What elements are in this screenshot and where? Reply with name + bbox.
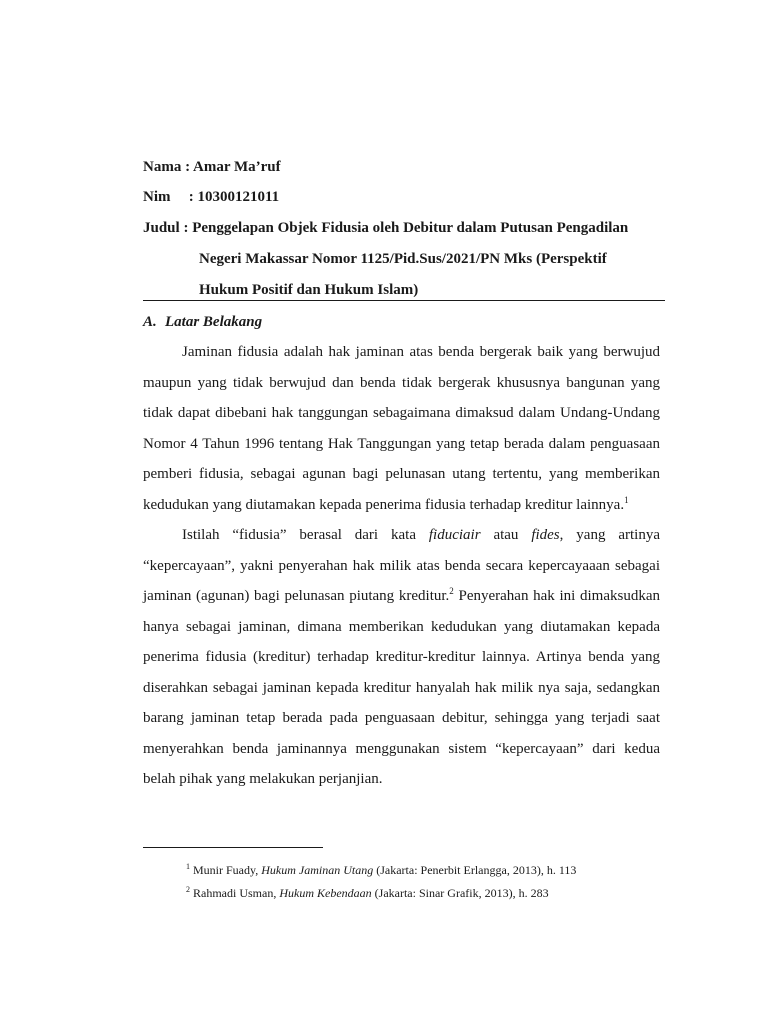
paragraph-2-part-3: , yang artinya “kepercayaan”, yakni penyerahan hak milik atas benda secara kepercayaaan sebagai jaminan (agunan) bagi pelunasan piutang kreditur.	[143, 527, 660, 604]
nim-line	[143, 187, 279, 207]
footnote-2-rest: (Jakarta: Sinar Grafik, 2013), h. 283	[371, 886, 549, 900]
nama-separator: :	[181, 159, 193, 175]
paragraph-2-part-4: Penyerahan hak ini dimaksudkan hanya sebagai jaminan, dimana memberikan kedudukan yang diutamakan kepada penerima fidusia (kreditur) terhadap kreditur-kreditur lainnya. Artinya benda yang diserahkan sebagai jaminan kepada kreditur hanyalah hak milik nya saja, sedangkan barang jaminan tetap berada pada penguasaan debitur, sehingga yang terjadi saat menyerahkan benda jaminannya menggunakan sistem “kepercayaan” dari kedua belah pihak yang melakukan perjanjian.	[143, 588, 660, 787]
paragraph-2	[143, 520, 660, 795]
footnote-2-author: Rahmadi Usman,	[193, 886, 280, 900]
footnote-2-number: 2	[186, 885, 190, 894]
footnote-1-rest: (Jakarta: Penerbit Erlangga, 2013), h. 113	[373, 863, 577, 877]
body-text	[143, 337, 660, 795]
judul-line	[143, 218, 628, 238]
nim-label: Nim	[143, 189, 171, 205]
nama-label: Nama	[143, 159, 182, 175]
section-title: Latar Belakang	[165, 314, 263, 330]
judul-label: Judul	[143, 220, 180, 236]
section-heading	[143, 312, 262, 332]
judul-line-2: Negeri Makassar Nomor 1125/Pid.Sus/2021/PN Mks (Perspektif	[199, 251, 607, 267]
judul-line-3: Hukum Positif dan Hukum Islam)	[199, 282, 419, 298]
section-number: A.	[143, 314, 157, 330]
nim-separator: :	[185, 189, 198, 205]
footnote-1	[186, 862, 576, 878]
paragraph-1	[143, 337, 660, 520]
footnote-divider	[143, 847, 323, 848]
paragraph-2-italic-2: fides	[531, 527, 560, 543]
judul-separator: :	[179, 220, 193, 236]
nama-line	[143, 157, 281, 177]
footnote-ref-2: 2	[449, 586, 454, 596]
nama-value: Amar Ma’ruf	[193, 159, 281, 175]
nim-value: 10300121011	[197, 189, 280, 205]
paragraph-1-text: Jaminan fidusia adalah hak jaminan atas benda bergerak baik yang berwujud maupun yang tidak berwujud dan benda tidak bergerak khususnya bangunan yang tidak dapat dibebani hak tanggungan sebagaimana dimaksud dalam Undang-Undang Nomor 4 Tahun 1996 tentang Hak Tanggungan yang tetap berada dalam penguasaan pemberi fidusia, sebagai agunan bagi pelunasan utang tertentu, yang memberikan kedudukan yang diutamakan kepada penerima fidusia terhadap kreditur lainnya.	[143, 344, 660, 513]
footnote-2	[186, 885, 549, 901]
footnote-1-author: Munir Fuady,	[193, 863, 262, 877]
paragraph-2-part-1: Istilah “fidusia” berasal dari kata	[182, 527, 429, 543]
paragraph-2-part-2: atau	[480, 527, 532, 543]
header-divider	[143, 300, 665, 301]
footnote-1-number: 1	[186, 862, 190, 871]
footnote-ref-1: 1	[624, 494, 629, 505]
paragraph-2-italic-1: fiduciair	[428, 527, 481, 543]
judul-line-1: Penggelapan Objek Fidusia oleh Debitur dalam Putusan Pengadilan	[192, 220, 629, 236]
footnote-1-title: Hukum Jaminan Utang	[261, 863, 374, 877]
footnote-2-title: Hukum Kebendaan	[279, 886, 372, 900]
